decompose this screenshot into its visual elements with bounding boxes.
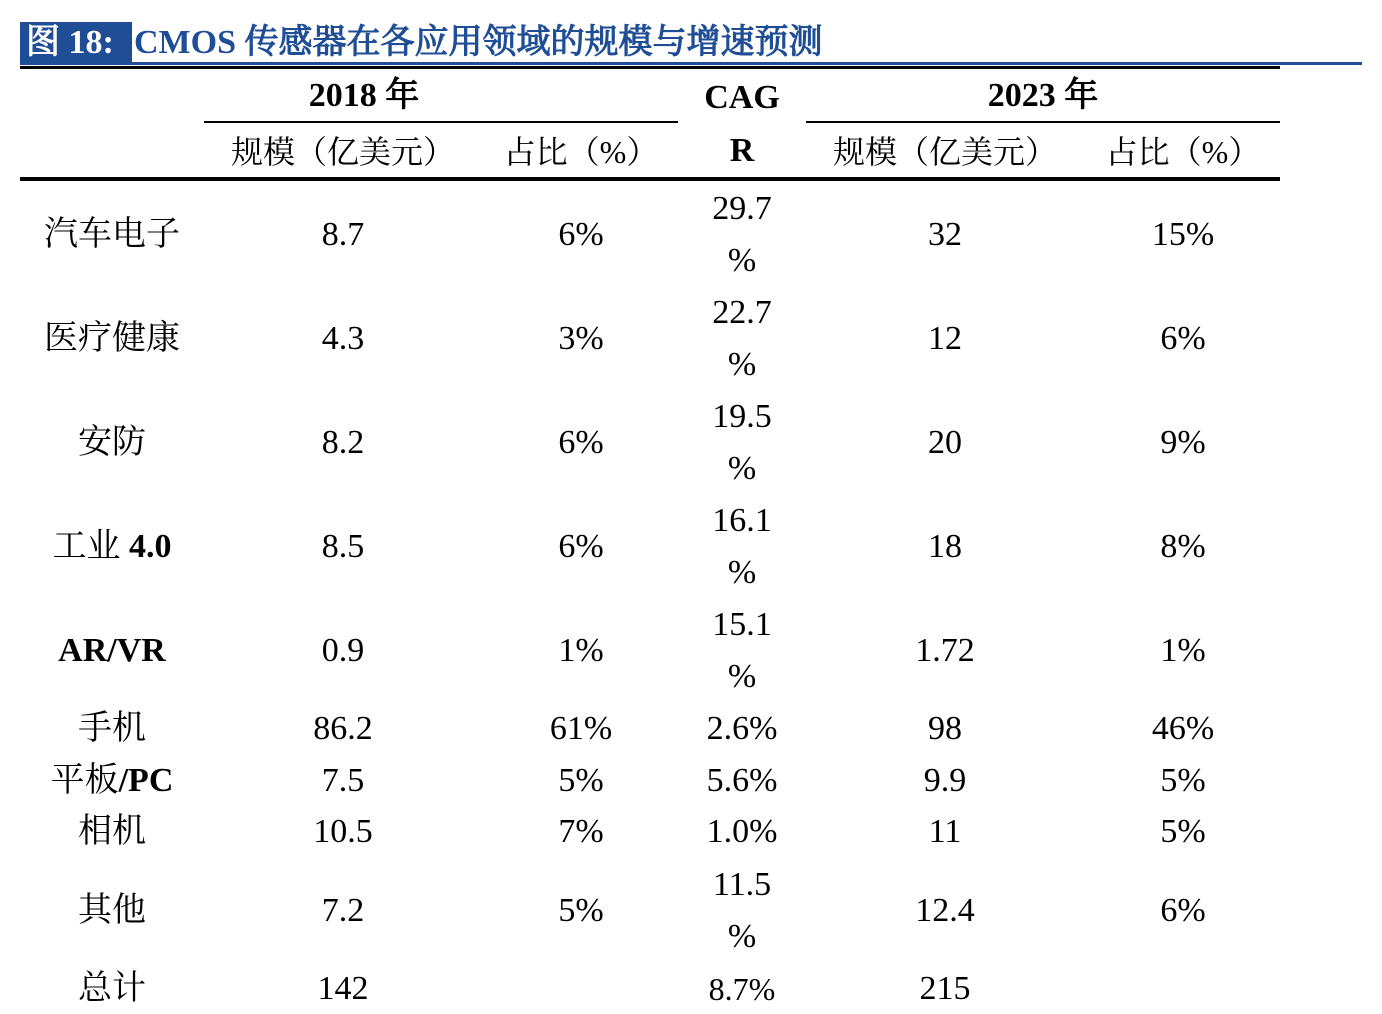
cell-share-2023: 9% <box>1160 424 1206 461</box>
cell-share-2018: 3% <box>558 320 604 357</box>
figure-label: 图 18: <box>20 22 132 64</box>
row-label: 相机 <box>78 813 146 850</box>
cell-share-2023: 6% <box>1160 892 1206 929</box>
header-cagr-line1: CAG <box>704 79 780 116</box>
subheader-scale-2018: 规模（亿美元） <box>230 134 455 170</box>
subheader-share-2023: 占比（%） <box>1105 134 1261 170</box>
header-2023: 2023 年 <box>987 77 1099 114</box>
row-label: 平板/PC <box>50 762 174 799</box>
row-label: AR/VR <box>58 632 166 669</box>
cell-share-2018: 7% <box>558 813 604 850</box>
group-2018-rule <box>204 121 678 123</box>
header-2018: 2018 年 <box>308 77 420 114</box>
cell-share-2018: 5% <box>558 762 604 799</box>
cell-scale-2023: 12.4 <box>915 892 975 929</box>
cell-cagr: 19.5 % <box>712 398 772 487</box>
cell-cagr: 5.6% <box>706 762 778 799</box>
cell-cagr: 15.1 % <box>712 606 772 695</box>
cell-scale-2018: 8.7 <box>321 216 365 253</box>
title-underline <box>20 62 1362 65</box>
cell-cagr: 16.1 % <box>712 502 772 591</box>
cell-scale-2018: 4.3 <box>321 320 365 357</box>
figure-title: CMOS 传感器在各应用领域的规模与增速预测 <box>134 24 823 61</box>
cell-share-2023: 5% <box>1160 762 1206 799</box>
row-label: 总计 <box>78 970 146 1007</box>
cell-share-2023: 15% <box>1151 216 1215 253</box>
row-label: 医疗健康 <box>44 320 180 357</box>
cell-scale-2023: 11 <box>928 813 962 850</box>
cell-cagr: 29.7 % <box>712 190 772 279</box>
cell-scale-2023: 215 <box>919 970 971 1007</box>
header-cagr-line2: R <box>729 132 755 169</box>
row-label: 汽车电子 <box>44 216 180 253</box>
figure-title-bar <box>20 18 1362 66</box>
cell-scale-2018: 0.9 <box>321 632 365 669</box>
cell-scale-2023: 32 <box>928 216 962 253</box>
cell-share-2023: 6% <box>1160 320 1206 357</box>
cell-scale-2018: 8.5 <box>321 528 365 565</box>
table-top-rule <box>20 66 1280 69</box>
cell-scale-2023: 20 <box>928 424 962 461</box>
row-label: 工业 4.0 <box>52 528 172 565</box>
cell-scale-2023: 9.9 <box>923 762 967 799</box>
row-label: 其他 <box>78 892 146 929</box>
cell-scale-2018: 10.5 <box>313 813 373 850</box>
cell-scale-2018: 7.2 <box>321 892 365 929</box>
cell-scale-2023: 1.72 <box>915 632 975 669</box>
cell-scale-2018: 7.5 <box>321 762 365 799</box>
cell-cagr: 8.7% <box>708 971 776 1007</box>
cell-cagr: 22.7 % <box>712 294 772 383</box>
cell-share-2018: 1% <box>558 632 604 669</box>
cell-cagr: 11.5 % <box>712 866 772 955</box>
subheader-share-2018: 占比（%） <box>503 134 659 170</box>
cell-scale-2018: 142 <box>317 970 369 1007</box>
cell-cagr: 2.6% <box>706 710 778 747</box>
cell-share-2023: 8% <box>1160 528 1206 565</box>
cell-share-2023: 1% <box>1160 632 1206 669</box>
subheader-scale-2023: 规模（亿美元） <box>832 134 1057 170</box>
cell-share-2023: 5% <box>1160 813 1206 850</box>
group-2023-rule <box>806 121 1280 123</box>
cell-cagr: 1.0% <box>706 813 778 850</box>
cell-scale-2018: 86.2 <box>313 710 373 747</box>
cell-share-2018: 6% <box>558 216 604 253</box>
cell-scale-2023: 18 <box>928 528 962 565</box>
cell-scale-2023: 12 <box>928 320 962 357</box>
cell-share-2018: 6% <box>558 424 604 461</box>
cell-scale-2018: 8.2 <box>321 424 365 461</box>
header-bottom-rule <box>20 177 1280 181</box>
cell-share-2023: 46% <box>1151 710 1215 747</box>
cell-share-2018: 61% <box>549 710 613 747</box>
cell-share-2018: 6% <box>558 528 604 565</box>
row-label: 安防 <box>78 424 146 461</box>
row-label: 手机 <box>78 710 146 747</box>
cell-share-2018: 5% <box>558 892 604 929</box>
cell-scale-2023: 98 <box>928 710 962 747</box>
